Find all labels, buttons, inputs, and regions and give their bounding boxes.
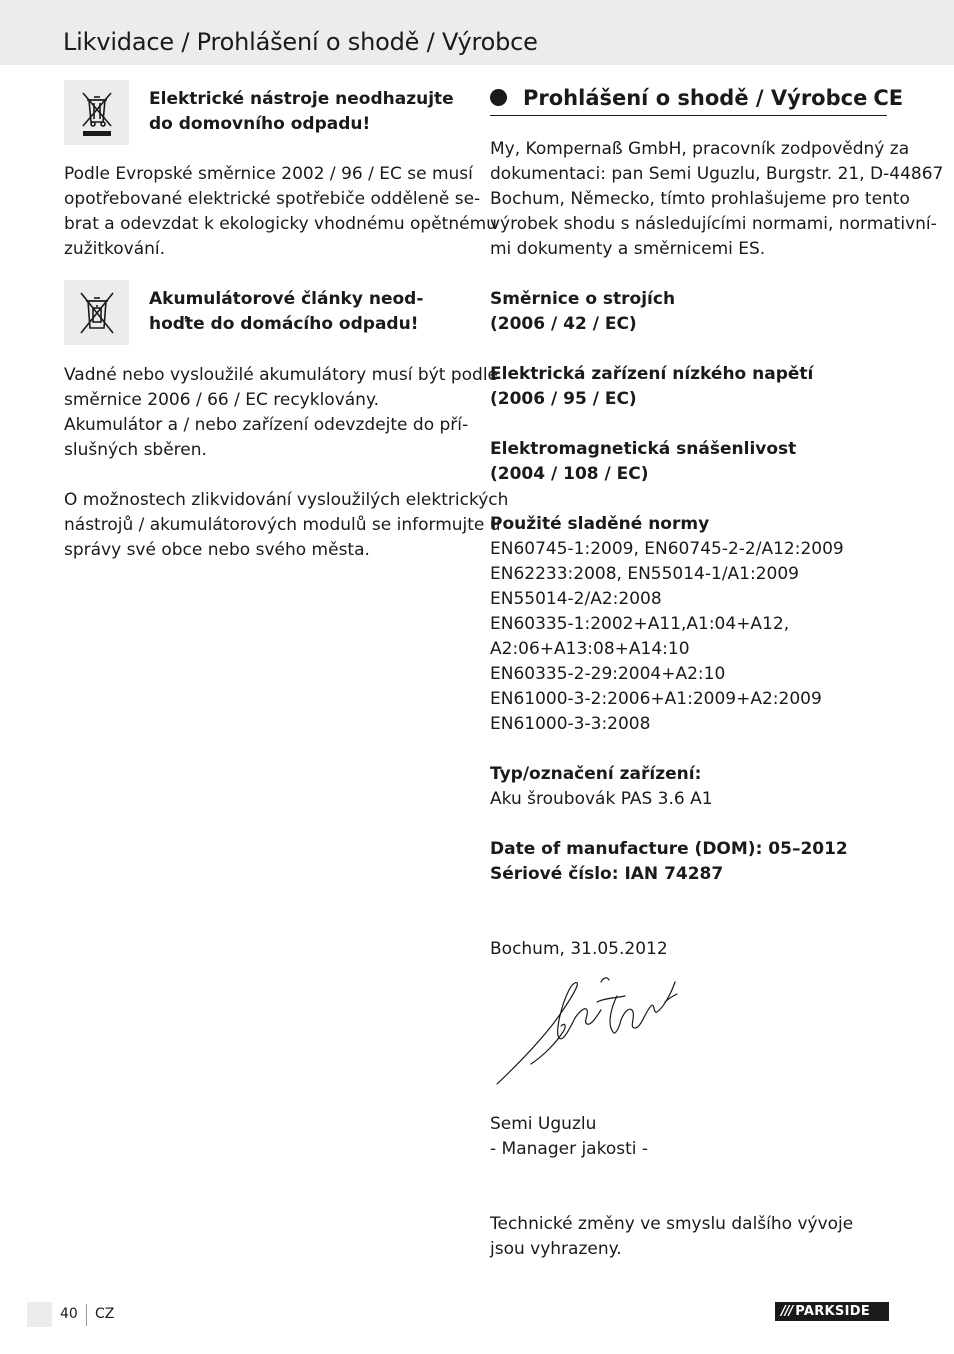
warning-line: do domovního odpadu! bbox=[149, 114, 371, 134]
text-line: slušných sběren. bbox=[64, 440, 207, 460]
section-heading bbox=[490, 84, 904, 116]
warning-line: hoďte do domácího odpadu! bbox=[149, 314, 419, 334]
text-line: Bochum, Německo, tímto prohlašujeme pro tento bbox=[490, 189, 910, 209]
text-line: My, Kompernaß GmbH, pracovník zodpovědný za bbox=[490, 139, 910, 159]
text-line: mi dokumenty a směrnicemi ES. bbox=[490, 239, 766, 259]
battery-paragraph bbox=[64, 363, 499, 463]
text-line: směrnice 2006 / 66 / EC recyklovány. bbox=[64, 390, 379, 410]
standards-block bbox=[490, 512, 895, 737]
ce-mark-icon: CE bbox=[873, 86, 904, 110]
standard-item: EN62233:2008, EN55014-1/A1:2009 bbox=[490, 564, 799, 584]
type-heading: Typ/označení zařízení: bbox=[490, 764, 702, 784]
closing-note bbox=[490, 1212, 895, 1262]
text-line: brat a odevzdat k ekologicky vhodnému opětnému bbox=[64, 214, 497, 234]
page-number: 40 bbox=[60, 1306, 78, 1322]
text-line: (2004 / 108 / EC) bbox=[490, 464, 649, 484]
place-date bbox=[490, 937, 895, 962]
text-line: (2006 / 42 / EC) bbox=[490, 314, 637, 334]
manufacture-block bbox=[490, 837, 895, 887]
place-date-text: Bochum, 31.05.2012 bbox=[490, 939, 668, 959]
text-line: Podle Evropské směrnice 2002 / 96 / EC se musí bbox=[64, 164, 473, 184]
text-line: nástrojů / akumulátorových modulů se informujte u bbox=[64, 515, 501, 535]
page-title: Likvidace / Prohlášení o shodě / Výrobce bbox=[63, 28, 538, 56]
standard-item: EN60335-2-29:2004+A2:10 bbox=[490, 664, 726, 684]
brand-name: PARKSIDE bbox=[795, 1304, 871, 1319]
text-line: správy své obce nebo svého města. bbox=[64, 540, 370, 560]
info-paragraph bbox=[64, 488, 509, 563]
type-value: Aku šroubovák PAS 3.6 A1 bbox=[490, 789, 713, 809]
date-of-manufacture: Date of manufacture (DOM): 05–2012 bbox=[490, 839, 848, 859]
text-line: opotřebované elektrické spotřebiče odděleně se- bbox=[64, 189, 481, 209]
text-line: zužitkování. bbox=[64, 239, 166, 259]
bullet-icon bbox=[490, 89, 507, 106]
text-line: O možnostech zlikvidování vysloužilých elektrických bbox=[64, 490, 509, 510]
warning-disposal-tools bbox=[149, 87, 459, 137]
standard-item: A2:06+A13:08+A14:10 bbox=[490, 639, 690, 659]
text-line: Akumulátor a / nebo zařízení odevzdejte do pří- bbox=[64, 415, 469, 435]
text-line: jsou vyhrazeny. bbox=[490, 1239, 622, 1259]
standard-item: EN60745-1:2009, EN60745-2-2/A12:2009 bbox=[490, 539, 844, 559]
brand-logo bbox=[775, 1302, 889, 1321]
warning-line: Elektrické nástroje neodhazujte bbox=[149, 89, 454, 109]
text-line: Vadné nebo vysloužilé akumulátory musí být podle bbox=[64, 365, 499, 385]
handwritten-signature bbox=[495, 972, 695, 1092]
text-line: Elektrická zařízení nízkého napětí bbox=[490, 364, 814, 384]
directive-low-voltage bbox=[490, 362, 895, 412]
crossed-battery-bin-icon bbox=[64, 280, 129, 345]
brand-slashes: /// bbox=[781, 1304, 793, 1319]
language-code: CZ bbox=[95, 1306, 115, 1322]
standard-item: EN55014-2/A2:2008 bbox=[490, 589, 662, 609]
text-line: Elektromagnetická snášenlivost bbox=[490, 439, 797, 459]
text-line: Technické změny ve smyslu dalšího vývoje bbox=[490, 1214, 854, 1234]
section-title: Prohlášení o shodě / Výrobce bbox=[523, 86, 868, 110]
standard-item: EN60335-1:2002+A11,A1:04+A12, bbox=[490, 614, 790, 634]
crossed-bin-icon bbox=[64, 80, 129, 145]
standard-item: EN61000-3-3:2008 bbox=[490, 714, 651, 734]
signer-name: Semi Uguzlu bbox=[490, 1114, 597, 1134]
standards-heading: Použité sladěné normy bbox=[490, 514, 710, 534]
serial-number: Sériové číslo: IAN 74287 bbox=[490, 864, 724, 884]
warning-line: Akumulátorové články neod- bbox=[149, 289, 424, 309]
device-type-block bbox=[490, 762, 895, 812]
warning-disposal-batteries bbox=[149, 287, 459, 337]
declaration-intro bbox=[490, 137, 944, 262]
directive-machinery bbox=[490, 287, 895, 337]
text-line: výrobek shodu s následujícími normami, normativní- bbox=[490, 214, 937, 234]
footer-square bbox=[27, 1302, 52, 1327]
signer-role: - Manager jakosti - bbox=[490, 1139, 649, 1159]
text-line: (2006 / 95 / EC) bbox=[490, 389, 637, 409]
standard-item: EN61000-3-2:2006+A1:2009+A2:2009 bbox=[490, 689, 822, 709]
disposal-paragraph bbox=[64, 162, 497, 262]
signer-block bbox=[490, 1112, 895, 1162]
text-line: Směrnice o strojích bbox=[490, 289, 676, 309]
footer-divider bbox=[86, 1304, 87, 1326]
text-line: dokumentaci: pan Semi Uguzlu, Burgstr. 21, D-44867 bbox=[490, 164, 944, 184]
directive-emc bbox=[490, 437, 895, 487]
